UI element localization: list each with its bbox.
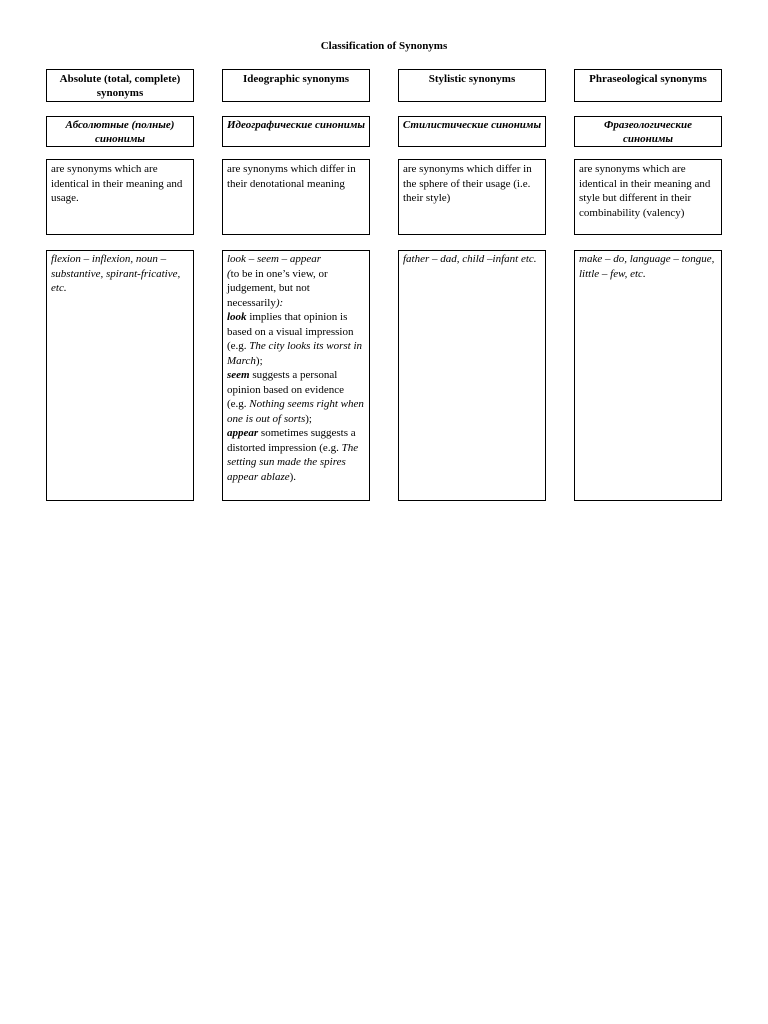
appear-end: ). <box>289 470 297 483</box>
header-ideographic-synonyms: Ideographic synonyms <box>222 69 370 102</box>
definition-ideographic: are synonyms which differ in their denotational meaning <box>222 159 370 235</box>
page-title: Classification of Synonyms <box>320 40 448 52</box>
examples-ideographic <box>222 250 370 501</box>
header-stylistic-synonyms: Stylistic synonyms <box>398 69 546 102</box>
note-close: ): <box>275 296 284 309</box>
definition-stylistic: are synonyms which differ in the sphere of their usage (i.e. their style) <box>398 159 546 235</box>
examples-phraseological: make – do, language – tongue, little – few, etc. <box>574 250 722 501</box>
russian-label-phraseological: Фразеологические синонимы <box>574 116 722 147</box>
russian-label-stylistic: Стилистические синонимы <box>398 116 546 147</box>
look-text: implies that opinion is based on a visual impression (e.g. <box>227 311 354 352</box>
examples-absolute: flexion – inflexion, noun – substantive, spirant-fricative, etc. <box>46 250 194 501</box>
russian-label-ideographic: Идеографические синонимы <box>222 116 370 147</box>
header-phraseological-synonyms: Phraseological synonyms <box>574 69 722 102</box>
seem-end: ); <box>305 412 312 425</box>
note-open: ( <box>227 267 231 280</box>
definition-phraseological: are synonyms which are identical in their meaning and style but different in their combinability (valency) <box>574 159 722 235</box>
look-example: The city looks its worst in March <box>227 340 363 367</box>
header-absolute-synonyms: Absolute (total, complete) synonyms <box>46 69 194 102</box>
appear-word: appear <box>227 427 259 439</box>
definition-absolute: are synonyms which are identical in their meaning and usage. <box>46 159 194 235</box>
look-end: ); <box>255 354 263 367</box>
appear-text: sometimes suggests a distorted impression (e.g. <box>227 427 356 454</box>
note-text: to be in one’s view, or judgement, but not necessarily <box>227 267 328 309</box>
seem-example: Nothing seems right when one is out of sorts <box>227 398 364 425</box>
seem-word: seem <box>227 369 250 381</box>
example-words: look – seem – appear <box>227 253 322 265</box>
russian-label-absolute: Абсолютные (полные) синонимы <box>46 116 194 147</box>
look-word: look <box>227 311 247 323</box>
examples-stylistic: father – dad, child –infant etc. <box>398 250 546 501</box>
appear-example: The setting sun made the spires appear ablaze <box>227 441 359 483</box>
seem-text: suggests a personal opinion based on evidence (e.g. <box>227 369 344 410</box>
